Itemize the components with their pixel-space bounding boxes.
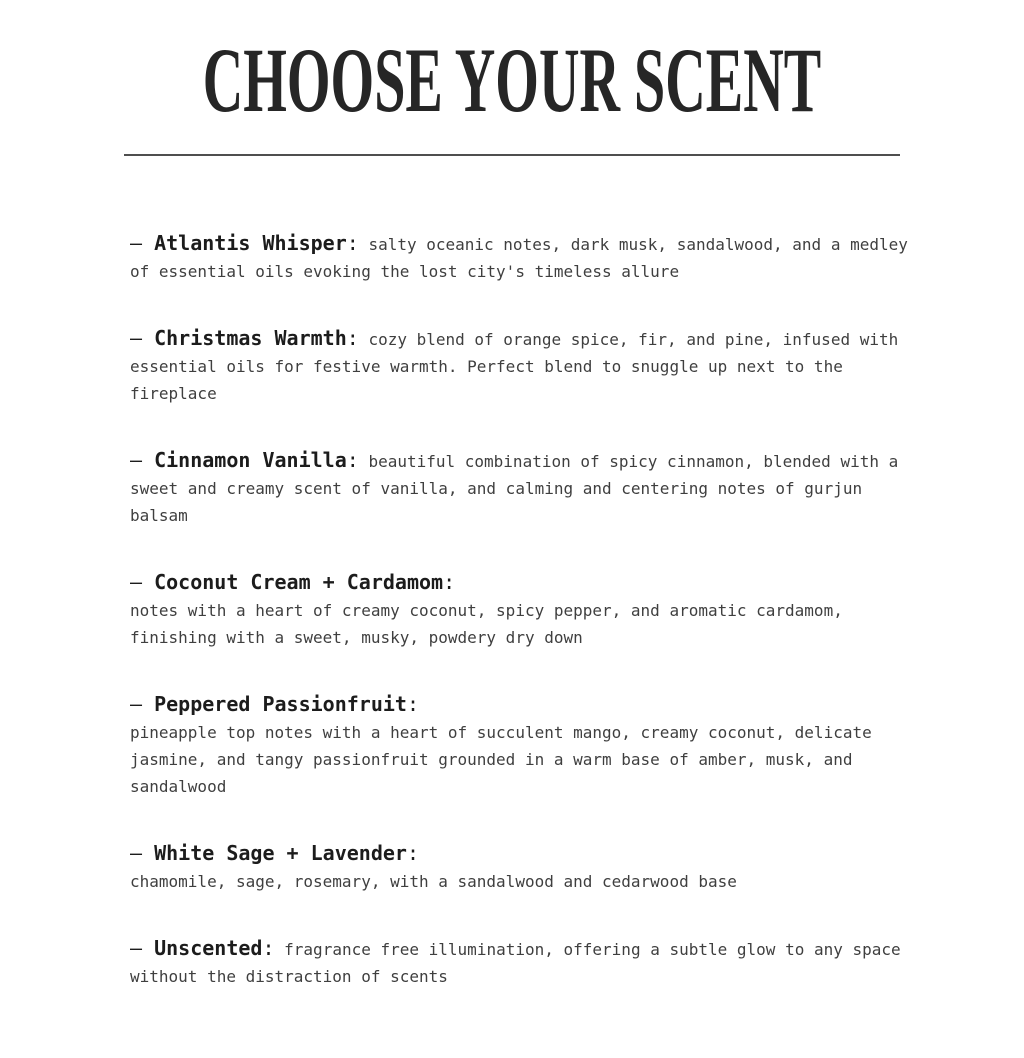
dash-bullet: — <box>130 692 143 716</box>
scent-name: Peppered Passionfruit <box>154 692 407 716</box>
scent-description: pineapple top notes with a heart of succulent mango, creamy coconut, delicate jasmine, and tangy passionfruit grounded in a warm base of amber, musk, and sandalwood <box>130 723 872 796</box>
scent-name: Cinnamon Vanilla <box>154 448 347 472</box>
scent-entry-head <box>130 567 918 597</box>
scent-name: Christmas Warmth <box>154 326 347 350</box>
dash-bullet: — <box>130 448 143 472</box>
scent-entry-head <box>130 936 275 960</box>
scent-name: White Sage + Lavender <box>154 841 407 865</box>
divider <box>124 154 900 156</box>
scent-description: beautiful combination of spicy cinnamon, blended with a sweet and creamy scent of vanilla, and calming and centering notes of gurjun balsam <box>130 452 899 525</box>
scent-entry-head <box>130 838 918 868</box>
dash-bullet: — <box>130 326 143 350</box>
scent-name: Unscented <box>154 936 263 960</box>
page-title-text: CHOOSE YOUR SCENT <box>202 29 822 131</box>
scent-name-colon: : <box>346 448 359 472</box>
scent-entry <box>130 689 918 800</box>
scent-entry-head <box>130 326 359 350</box>
scent-entry <box>130 228 918 285</box>
scent-description: chamomile, sage, rosemary, with a sandalwood and cedarwood base <box>130 872 737 891</box>
scent-entry <box>130 445 918 529</box>
page-title <box>0 29 1024 131</box>
scent-entry <box>130 933 918 990</box>
scent-name-colon: : <box>443 570 456 594</box>
dash-bullet: — <box>130 841 143 865</box>
scent-name: Atlantis Whisper <box>154 231 347 255</box>
scent-entry <box>130 838 918 895</box>
scent-name-colon: : <box>346 326 359 350</box>
scent-entry <box>130 323 918 407</box>
scent-page <box>0 29 1024 1058</box>
scent-name-colon: : <box>262 936 275 960</box>
scent-entry <box>130 567 918 651</box>
scent-name: Coconut Cream + Cardamom <box>154 570 444 594</box>
scent-name-colon: : <box>406 692 420 716</box>
dash-bullet: — <box>130 570 143 594</box>
scent-description: notes with a heart of creamy coconut, spicy pepper, and aromatic cardamom, finishing with a sweet, musky, powdery dry down <box>130 601 843 647</box>
scent-entry-head <box>130 448 359 472</box>
scent-description: fragrance free illumination, offering a subtle glow to any space without the distraction of scents <box>130 940 901 986</box>
scent-entry-head <box>130 231 359 255</box>
scent-entry-head <box>130 689 918 719</box>
dash-bullet: — <box>130 231 143 255</box>
scent-description: salty oceanic notes, dark musk, sandalwood, and a medley of essential oils evoking the lost city's timeless allure <box>130 235 908 281</box>
scent-list <box>130 228 918 990</box>
dash-bullet: — <box>130 936 143 960</box>
scent-name-colon: : <box>406 841 420 865</box>
scent-name-colon: : <box>346 231 359 255</box>
scent-description: cozy blend of orange spice, fir, and pine, infused with essential oils for festive warmth. Perfect blend to snuggle up next to the fireplace <box>130 330 899 403</box>
